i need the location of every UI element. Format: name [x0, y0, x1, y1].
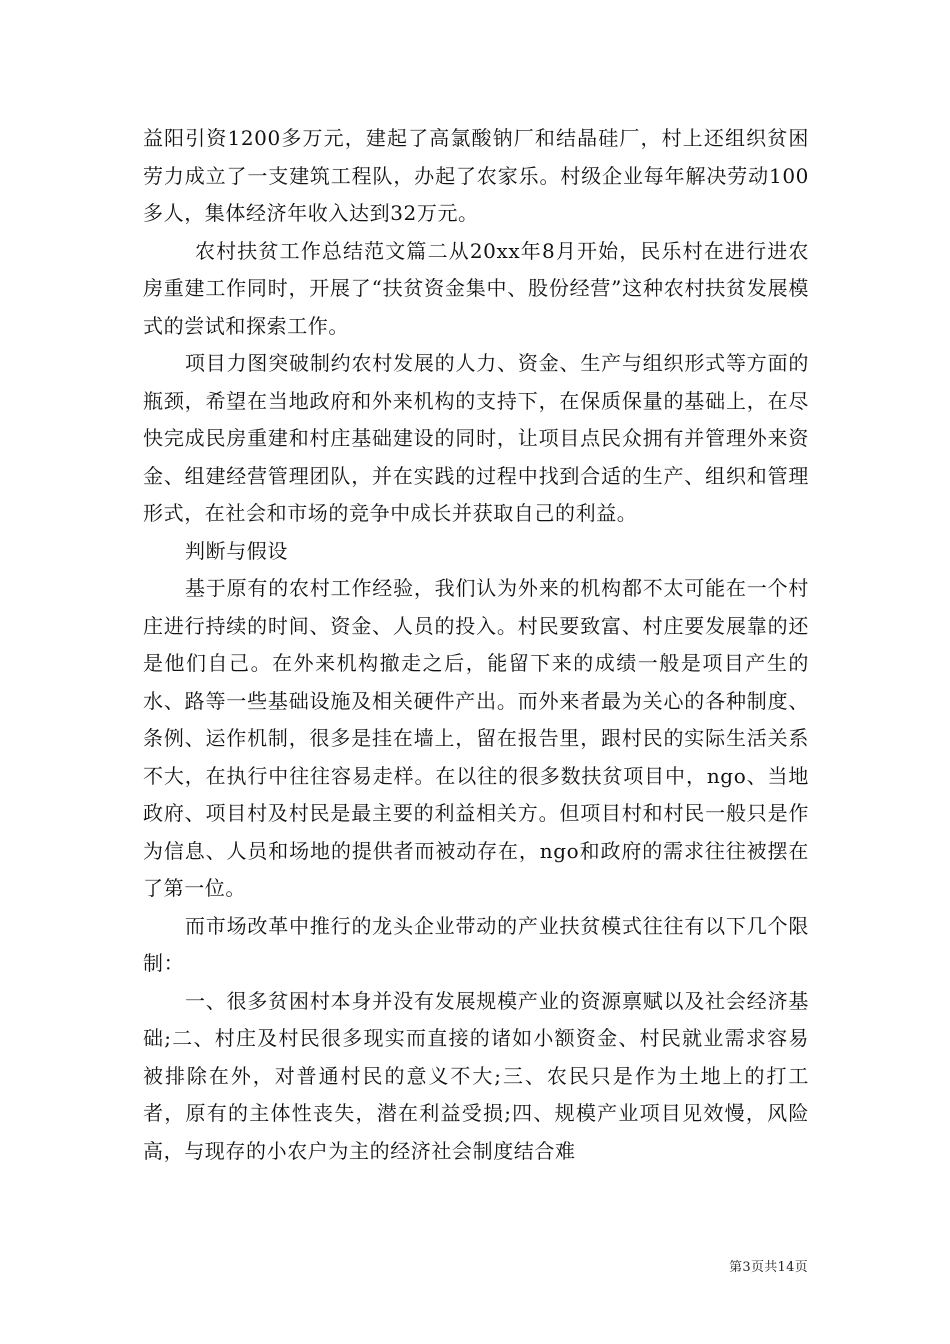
paragraph-section-two-intro: 农村扶贫工作总结范文篇二从20xx年8月开始，民乐村在进行进农房重建工作同时，开展了“扶贫资金集中、股份经营”这种农村扶贫发展模式的尝试和探索工作。: [143, 238, 809, 338]
page-number-footer: 第3页共14页: [729, 1260, 808, 1275]
paragraph-continuation: 益阳引资1200多万元，建起了高氯酸钠厂和结晶硅厂，村上还组织贫困劳力成立了一支建筑工程队，办起了农家乐。村级企业每年解决劳动100多人，集体经济年收入达到32万元。: [143, 126, 809, 225]
paragraph-market-limits: 而市场改革中推行的龙头企业带动的产业扶贫模式往往有以下几个限制：: [143, 913, 809, 975]
section-heading-judgment: 判断与假设: [185, 538, 288, 563]
document-body: [143, 120, 809, 1170]
paragraph-project-goals: 项目力图突破制约农村发展的人力、资金、生产与组织形式等方面的瓶颈，希望在当地政府和外来机构的支持下，在保质保量的基础上，在尽快完成民房重建和村庄基础建设的同时，让项目点民众拥有并管理外来资金、组建经营管理团队，并在实践的过程中找到合适的生产、组织和管理形式，在社会和市场的竞争中成长并获取自己的利益。: [143, 351, 809, 525]
paragraph-limits-list: 一、很多贫困村本身并没有发展规模产业的资源禀赋以及社会经济基础;二、村庄及村民很多现实而直接的诸如小额资金、村民就业需求容易被排除在外，对普通村民的意义不大;三、农民只是作为土地上的打工者，原有的主体性丧失，潜在利益受损;四、规模产业项目见效慢，风险高，与现存的小农户为主的经济社会制度结合难: [143, 988, 809, 1163]
paragraph-experience: 基于原有的农村工作经验，我们认为外来的机构都不太可能在一个村庄进行持续的时间、资金、人员的投入。村民要致富、村庄要发展靠的还是他们自己。在外来机构撤走之后，能留下来的成绩一般是项目产生的水、路等一些基础设施及相关硬件产出。而外来者最为关心的各种制度、条例、运作机制，很多是挂在墙上，留在报告里，跟村民的实际生活关系不大，在执行中往往容易走样。在以往的很多数扶贫项目中，ngo、当地政府、项目村及村民是最主要的利益相关方。但项目村和村民一般只是作为信息、人员和场地的提供者而被动存在，ngo和政府的需求往往被摆在了第一位。: [143, 576, 809, 900]
